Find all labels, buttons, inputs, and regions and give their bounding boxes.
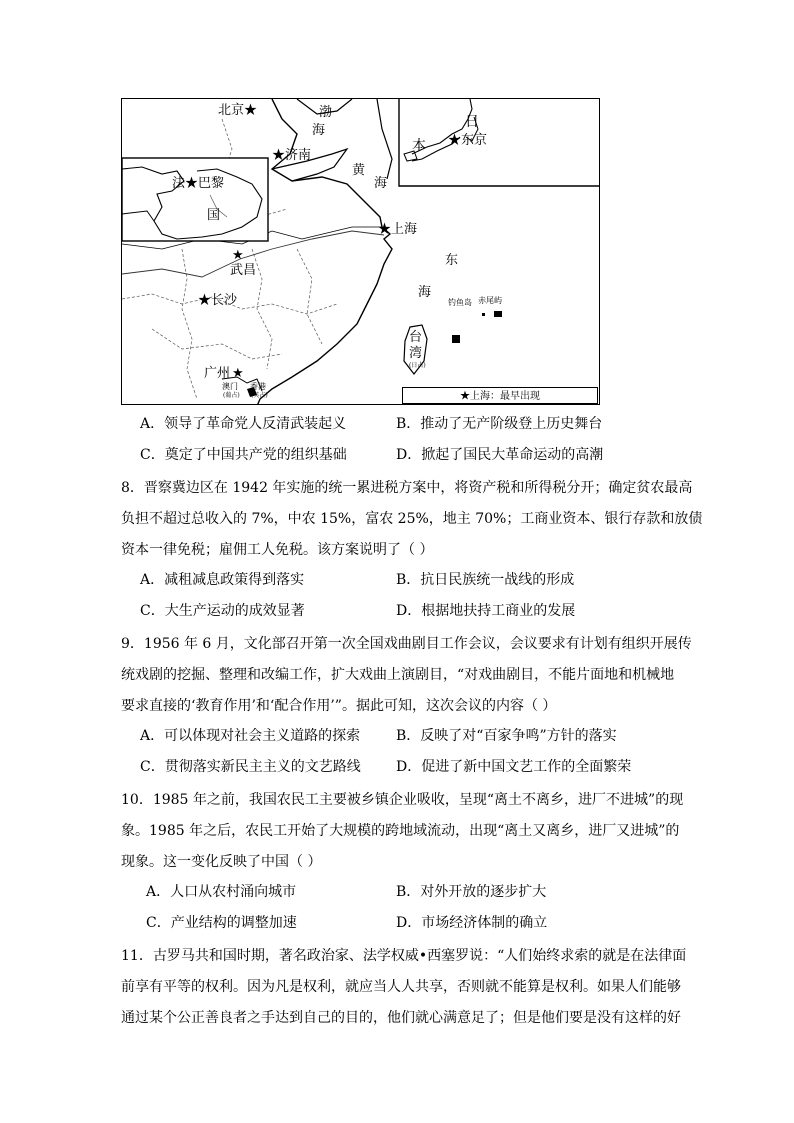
- q10-option-b[interactable]: B．对外开放的逐步扩大: [396, 884, 547, 900]
- q10-line-2: 象。1985 年之后，农民工开始了大规模的跨地域流动，出现“离土又离乡，进厂又进城”的: [121, 823, 680, 839]
- label-bohai-2: 海: [312, 123, 326, 138]
- label-huanghai-2: 海: [374, 176, 388, 191]
- label-diaoyu: 钓鱼岛: [448, 298, 472, 307]
- q8-line-1: 8．晋察冀边区在 1942 年实施的统一累进税方案中，将资产税和所得税分开；确定贫农最高: [121, 480, 693, 496]
- label-jinan: ★济南: [272, 148, 312, 163]
- q8-option-a[interactable]: A．减租减息政策得到落实: [140, 572, 305, 588]
- q11-line-1: 11．古罗马共和国时期，著名政治家、法学权威•西塞罗说：“人们始终求索的就是在法律面: [121, 948, 687, 964]
- q9-option-b[interactable]: B．反映了对“百家争鸣”方针的落实: [396, 728, 617, 744]
- q7-option-d[interactable]: D．掀起了国民大革命运动的高潮: [396, 447, 604, 463]
- q8-option-d[interactable]: D．根据地扶持工商业的发展: [396, 603, 576, 619]
- q9-option-a[interactable]: A．可以体现对社会主义道路的探索: [140, 728, 361, 744]
- label-france-paris: 法★巴黎: [172, 176, 225, 191]
- korea-coast: [377, 99, 392, 179]
- label-guangzhou: 广州: [204, 366, 231, 381]
- label-taiwan-1: 台: [409, 330, 423, 345]
- q9-line-2: 统戏剧的挖掘、整理和改编工作，扩大戏曲上演剧目，“对戏曲剧目，不能片面地和机械地: [121, 667, 675, 683]
- label-aomen: 澳门: [222, 382, 238, 391]
- japan-inset-border: [399, 99, 600, 186]
- china-coastline: [257, 99, 392, 405]
- label-taiwan-note: (日占): [409, 362, 426, 369]
- star-guangzhou: ★: [232, 366, 244, 381]
- history-map: [121, 98, 600, 405]
- q9-option-c[interactable]: C．贯彻落实新民主主义的文艺路线: [140, 759, 361, 775]
- q11-line-3: 通过某个公正善良者之手达到自己的目的，他们就心满意足了；但是他们要是没有这样的好: [121, 1010, 681, 1026]
- map-drawing: [122, 99, 600, 405]
- label-wuchang: 武昌: [230, 263, 257, 278]
- q9-line-3: 要求直接的‘教育作用’和‘配合作用’”。据此可知，这次会议的内容（ ）: [121, 698, 557, 714]
- q10-line-3: 现象。这一变化反映了中国（ ）: [121, 854, 322, 870]
- label-huanghai-1: 黄: [352, 163, 366, 178]
- star-wuchang: ★: [232, 248, 244, 263]
- label-bohai-1: 渤: [319, 105, 333, 120]
- label-chiwei: 赤尾屿: [478, 296, 502, 305]
- q8-line-3: 资本一律免税；雇佣工人免税。该方案说明了（ ）: [121, 542, 434, 558]
- q10-option-a[interactable]: A．人口从农村涌向城市: [146, 884, 297, 900]
- map-legend: ★上海：最早出现: [402, 387, 598, 404]
- q8-option-c[interactable]: C．大生产运动的成效显著: [140, 603, 305, 619]
- label-taiwan-2: 湾: [409, 346, 423, 361]
- label-aomen-note: (葡占): [223, 392, 240, 399]
- label-xianggang-note: (英占): [251, 392, 268, 399]
- q7-option-c[interactable]: C．奠定了中国共产党的组织基础: [140, 447, 347, 463]
- label-tokyo: ★东京: [448, 133, 488, 148]
- label-changsha: ★长沙: [198, 293, 238, 308]
- label-beijing: 北京★: [218, 103, 258, 118]
- label-france-guo: 国: [207, 208, 221, 223]
- q10-option-d[interactable]: D．市场经济体制的确立: [396, 915, 548, 931]
- label-riben-1: 日: [465, 114, 479, 130]
- label-shanghai: ★上海: [378, 222, 418, 237]
- q10-option-c[interactable]: C．产业结构的调整加速: [146, 915, 297, 931]
- france-inset-box: [122, 158, 268, 241]
- label-xianggang: 香港: [250, 382, 266, 391]
- q7-option-b[interactable]: B．推动了无产阶级登上历史舞台: [396, 416, 603, 432]
- q8-option-b[interactable]: B．抗日民族统一战线的形成: [396, 572, 575, 588]
- q8-line-2: 负担不超过总收入的 7%，中农 15%，富农 25%，地主 70%；工商业资本、银行存款和放债: [121, 511, 703, 527]
- label-donghai-2: 海: [418, 285, 432, 300]
- q9-option-d[interactable]: D．促进了新中国文艺工作的全面繁荣: [396, 759, 632, 775]
- q7-option-a[interactable]: A．领导了革命党人反清武装起义: [140, 416, 347, 432]
- q10-line-1: 10．1985 年之前，我国农民工主要被乡镇企业吸收，呈现“离土不离乡，进厂不进城”的现: [121, 792, 684, 808]
- q11-line-2: 前享有平等的权利。因为凡是权利，就应当人人共享，否则就不能算是权利。如果人们能够: [121, 979, 681, 995]
- q9-line-1: 9．1956 年 6 月，文化部召开第一次全国戏曲剧目工作会议，会议要求有计划有组织开展传: [121, 636, 692, 652]
- label-donghai-1: 东: [445, 253, 459, 268]
- label-riben-2: 本: [412, 138, 426, 154]
